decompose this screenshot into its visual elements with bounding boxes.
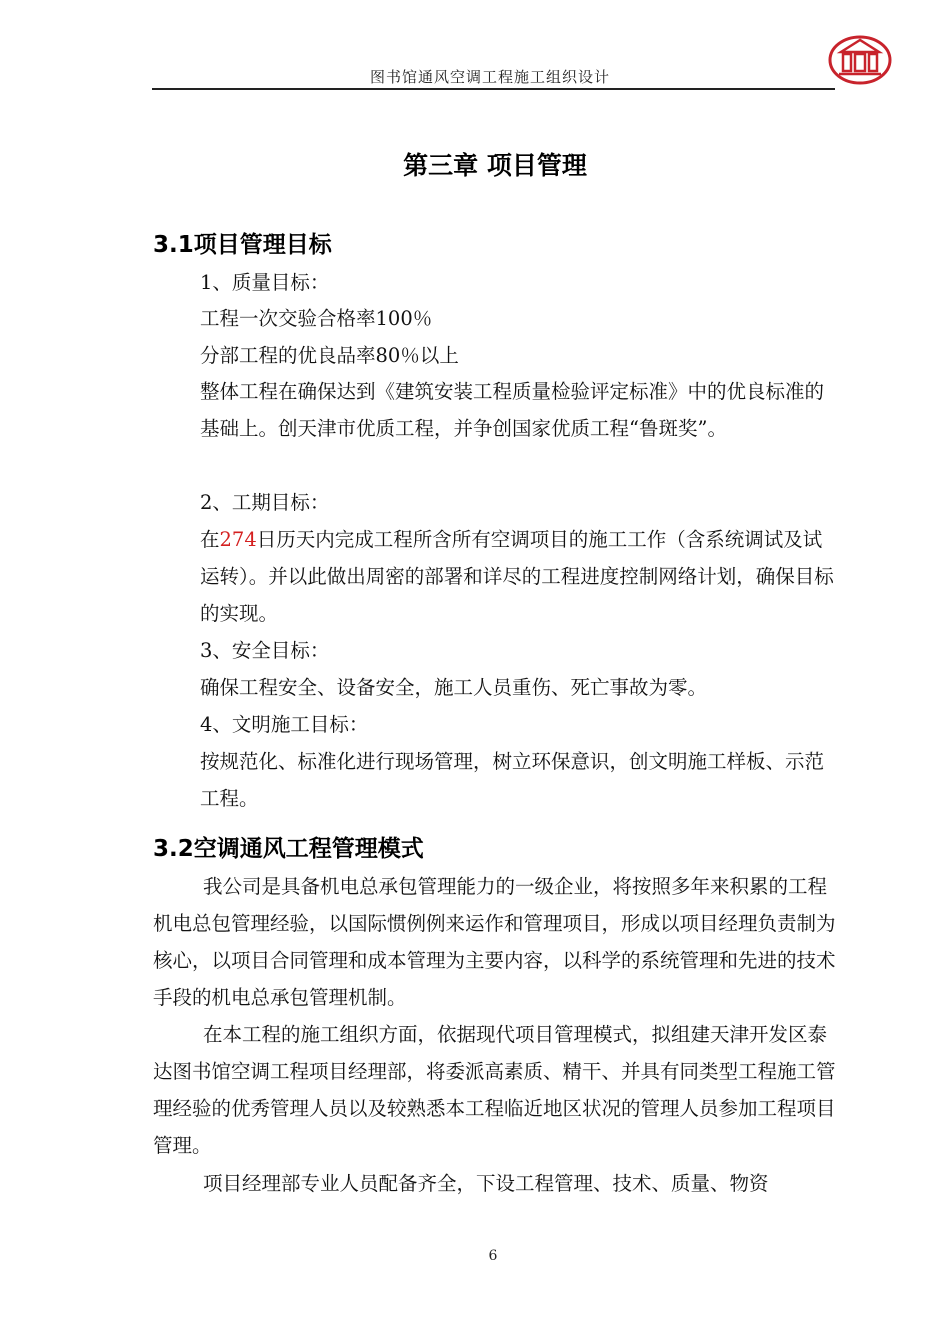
header-title: 图书馆通风空调工程施工组织设计 <box>369 68 610 86</box>
company-logo-icon <box>828 34 892 86</box>
civil-goal-text: 按规范化、标准化进行现场管理，树立环保意识，创文明施工样板、示范工程。 <box>200 750 825 810</box>
page-number: 6 <box>488 1248 498 1264</box>
management-paragraph-2: 在本工程的施工组织方面，依据现代项目管理模式，拟组建天津开发区泰达图书馆空调工程项目经理部，将委派高素质、精干、并具有同类型工程施工管理经验的优秀管理人员以及较熟悉本工程临近地区状况的管理人员参加工程项目管理。 <box>153 1023 836 1157</box>
quality-goal-line-1: 工程一次交验合格率100％ <box>200 307 433 330</box>
schedule-goal-label: 2、工期目标： <box>200 491 330 514</box>
safety-goal-label: 3、安全目标： <box>200 639 330 662</box>
schedule-goal-text <box>200 521 836 632</box>
management-paragraph-1: 我公司是具备机电总承包管理能力的一级企业，将按照多年来积累的工程机电总包管理经验，以国际惯例例来运作和管理项目，形成以项目经理负责制为核心，以项目合同管理和成本管理为主要内容，以科学的系统管理和先进的技术手段的机电总承包管理机制。 <box>153 875 836 1009</box>
schedule-days-value: 274 <box>219 528 257 551</box>
section-heading-3-1: 3.1项目管理目标 <box>153 232 332 258</box>
schedule-text-pre: 在 <box>200 528 220 551</box>
chapter-title: 第三章 项目管理 <box>403 151 587 180</box>
management-paragraph-3: 项目经理部专业人员配备齐全，下设工程管理、技术、质量、物资 <box>203 1172 769 1195</box>
safety-goal-text: 确保工程安全、设备安全，施工人员重伤、死亡事故为零。 <box>200 676 708 699</box>
header-divider <box>152 88 835 90</box>
quality-goal-line-3: 整体工程在确保达到《建筑安装工程质量检验评定标准》中的优良标准的基础上。创天津市优质工程，并争创国家优质工程“鲁斑奖”。 <box>200 380 825 440</box>
quality-goal-label: 1、质量目标： <box>200 271 330 294</box>
quality-goal-line-2: 分部工程的优良品率80％以上 <box>200 344 459 367</box>
section-heading-3-2: 3.2空调通风工程管理模式 <box>153 836 424 862</box>
civil-goal-label: 4、文明施工目标： <box>200 713 369 736</box>
schedule-text-post: 日历天内完成工程所含所有空调项目的施工工作（含系统调试及试运转）。并以此做出周密的部署和详尽的工程进度控制网络计划，确保目标的实现。 <box>200 528 834 625</box>
